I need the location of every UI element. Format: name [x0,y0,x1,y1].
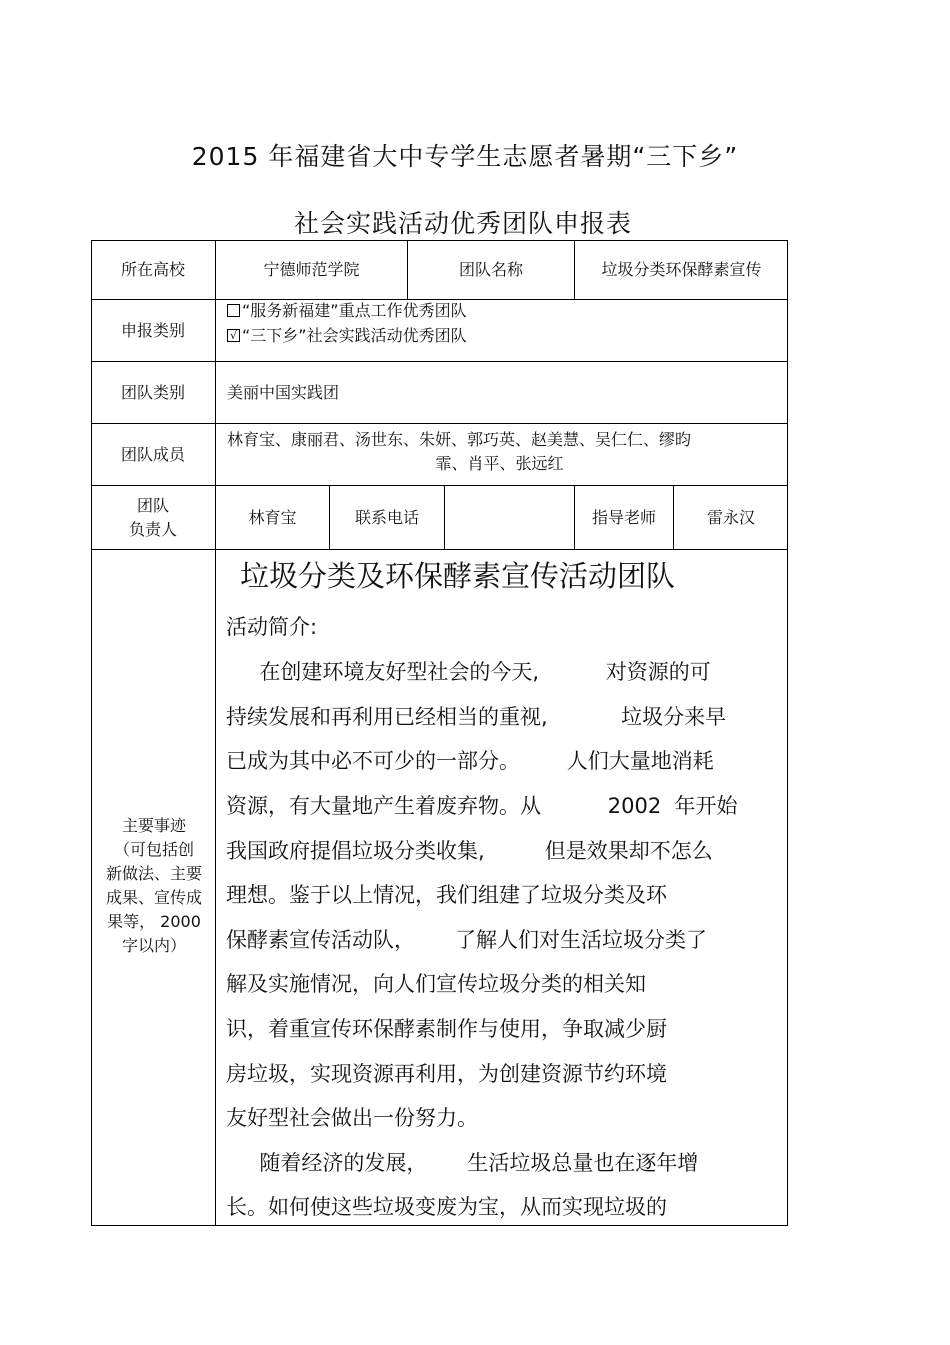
checkbox-empty-icon [227,304,240,317]
body-line: 房垃圾，实现资源再利用，为创建资源节约环境 [226,1062,667,1086]
category-option-2: √ “三下乡”社会实践活动优秀团队 [227,325,467,347]
body-line: 我国政府提倡垃圾分类收集, 但是效果却不怎么 [226,839,713,863]
members-value: 林育宝、康丽君、汤世东、朱妍、郭巧英、赵美慧、吴仁仁、缪昀 霏、肖平、张远红 [227,430,692,473]
category-label: 申报类别 [120,320,185,340]
phone-value [445,486,574,549]
team-type-value: 美丽中国实践团 [227,382,340,402]
team-type-label: 团队类别 [120,382,185,402]
leader-value: 林育宝 [248,507,297,527]
school-value: 宁德师范学院 [263,260,360,279]
school-label: 所在高校 [120,260,185,279]
body-line: 识，着重宣传环保酵素制作与使用，争取减少厨 [226,1017,667,1041]
leader-label: 团队 负责人 [128,495,177,539]
deeds-heading: 垃圾分类及环保酵素宣传活动团队 [240,559,676,593]
advisor-value: 雷永汉 [706,507,755,527]
phone-label: 联系电话 [354,507,419,527]
team-name-label: 团队名称 [458,260,523,279]
body-line: 解及实施情况，向人们宣传垃圾分类的相关知 [226,972,646,996]
form-title-line1: 2015 年福建省大中专学生志愿者暑期“三下乡” [191,142,739,171]
advisor-label: 指导老师 [591,507,656,527]
checkbox-checked-icon: √ [227,329,240,342]
body-line: 已成为其中必不可少的一部分。 人们大量地消耗 [226,749,714,773]
deeds-label: 主要事迹 （可包括创 新做法、主要 成果、宣传成 果等， 2000 字以内） [105,816,202,955]
intro-label: 活动简介: [226,615,318,639]
team-name-value: 垃圾分类环保酵素宣传 [601,260,762,279]
form-title-line2: 社会实践活动优秀团队申报表 [293,209,632,238]
members-label: 团队成员 [120,444,185,464]
body-line: 持续发展和再利用已经相当的重视, 垃圾分来早 [226,705,727,729]
body-line: 友好型社会做出一份努力。 [226,1106,478,1130]
body-line: 保酵素宣传活动队， 了解人们对生活垃圾分类了 [226,928,708,952]
category-option-1: “服务新福建”重点工作优秀团队 [227,300,467,322]
body-line: 长。如何使这些垃圾变废为宝，从而实现垃圾的 [226,1195,667,1219]
body-line: 在创建环境友好型社会的今天, 对资源的可 [226,660,711,684]
body-line: 资源，有大量地产生着废弃物。从 2002 年开始 [226,794,738,818]
body-line: 随着经济的发展， 生活垃圾总量也在逐年增 [226,1151,699,1175]
body-line: 理想。鉴于以上情况，我们组建了垃圾分类及环 [226,883,667,907]
